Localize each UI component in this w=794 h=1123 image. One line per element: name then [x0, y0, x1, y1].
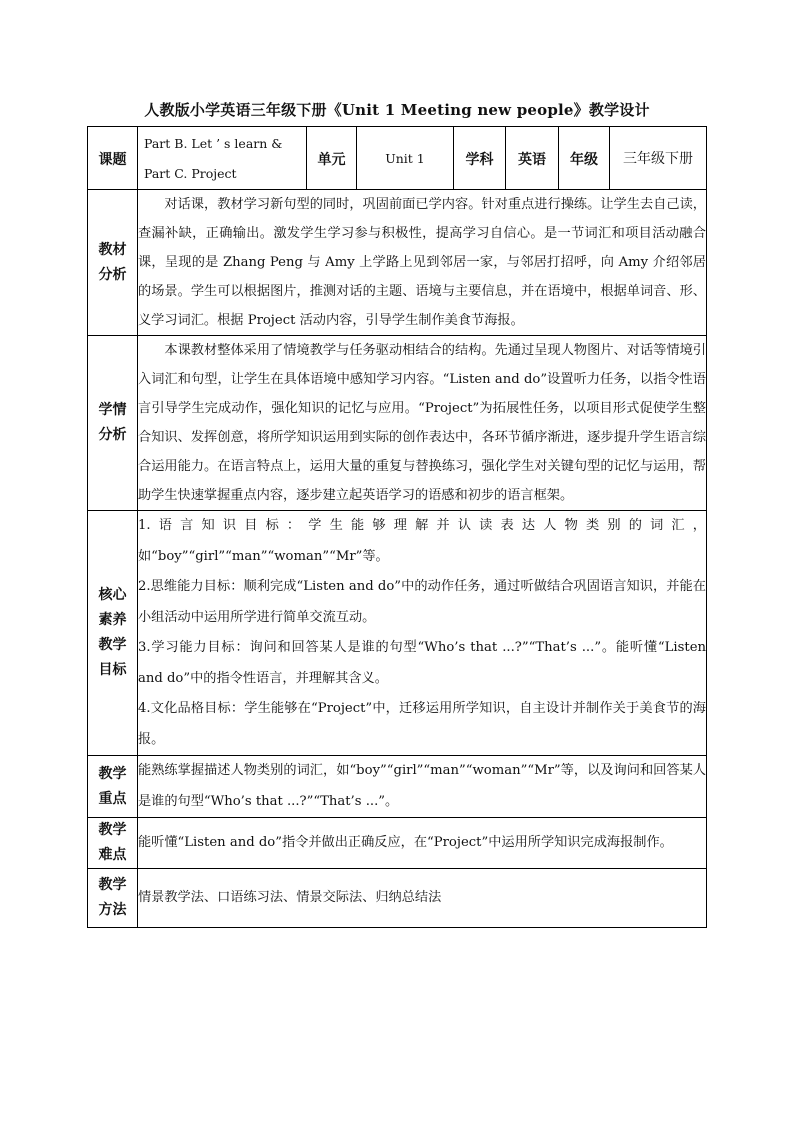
grade-value: 三年级下册 [610, 127, 707, 190]
topic-value: Part B. Let ’ s learn & Part C. Project [138, 127, 307, 190]
learner-analysis-label: 学情 分析 [88, 336, 138, 511]
difficulties-label: 教学 难点 [88, 818, 138, 869]
goal-item: 1.语言知识目标：学生能够理解并认读表达人物类别的词汇，如“boy”“girl”“man”“woman”“Mr”等。 [138, 518, 706, 564]
key-points-row [88, 756, 707, 818]
difficulties-text: 能听懂“Listen and do”指令并做出正确反应，在“Project”中运用所学知识完成海报制作。 [138, 818, 707, 869]
material-analysis-text: 对话课，教材学习新句型的同时，巩固前面已学内容。针对重点进行操练。让学生去自己读，查漏补缺，正确输出。激发学生学习参与积极性，提高学习自信心。是一节词汇和项目活动融合课，呈现的是 Zhang Peng 与 Amy 上学路上见到邻居一家，与邻居打招呼，向 Amy 介绍邻居的场景。学生可以根据图片，推测对话的主题、语境与主要信息，并在语境中，根据单词音、形、义学习词汇。根据 Project 活动内容，引导学生制作美食节海报。 [138, 190, 707, 336]
lesson-plan-table [87, 126, 707, 928]
material-analysis-label: 教材 分析 [88, 190, 138, 336]
material-analysis-row [88, 190, 707, 336]
core-goals-label: 核心 素养 教学 目标 [88, 511, 138, 756]
grade-label: 年级 [559, 127, 610, 190]
subject-label: 学科 [454, 127, 506, 190]
unit-label: 单元 [307, 127, 357, 190]
header-row [88, 127, 707, 190]
document-title: 人教版小学英语三年级下册《Unit 1 Meeting new people》教学设计 [144, 101, 650, 119]
topic-label: 课题 [88, 127, 138, 190]
unit-value: Unit 1 [357, 127, 454, 190]
methods-text: 情景教学法、口语练习法、情景交际法、归纳总结法 [138, 869, 707, 928]
core-goals-list [138, 511, 707, 756]
goal-item: 3.学习能力目标：询问和回答某人是谁的句型“Who’s that ...?”“That’s ...”。能听懂“Listen and do”中的指令性语言，并理解其含义。 [138, 640, 706, 686]
core-goals-row [88, 511, 707, 756]
learner-analysis-text: 本课教材整体采用了情境教学与任务驱动相结合的结构。先通过呈现人物图片、对话等情境引入词汇和句型，让学生在具体语境中感知学习内容。“Listen and do”设置听力任务，以指令性语言引导学生完成动作，强化知识的记忆与应用。“Project”为拓展性任务，以项目形式促使学生整合知识、发挥创意，将所学知识运用到实际的创作表达中，各环节循序渐进，逐步提升学生语言综合运用能力。在语言特点上，运用大量的重复与替换练习，强化学生对关键句型的记忆与运用，帮助学生快速掌握重点内容，逐步建立起英语学习的语感和初步的语言框架。 [138, 336, 707, 511]
key-points-text: 能熟练掌握描述人物类别的词汇，如“boy”“girl”“man”“woman”“Mr”等，以及询问和回答某人是谁的句型“Who’s that ...?”“That’s ...”。 [138, 756, 707, 818]
learner-analysis-row [88, 336, 707, 511]
methods-row [88, 869, 707, 928]
methods-label: 教学 方法 [88, 869, 138, 928]
key-points-label: 教学 重点 [88, 756, 138, 818]
goal-item: 4.文化品格目标：学生能够在“Project”中，迁移运用所学知识，自主设计并制作关于美食节的海报。 [138, 701, 706, 747]
subject-value: 英语 [506, 127, 559, 190]
difficulties-row [88, 818, 707, 869]
goal-item: 2.思维能力目标：顺利完成“Listen and do”中的动作任务，通过听做结合巩固语言知识，并能在小组活动中运用所学进行简单交流互动。 [138, 579, 706, 625]
